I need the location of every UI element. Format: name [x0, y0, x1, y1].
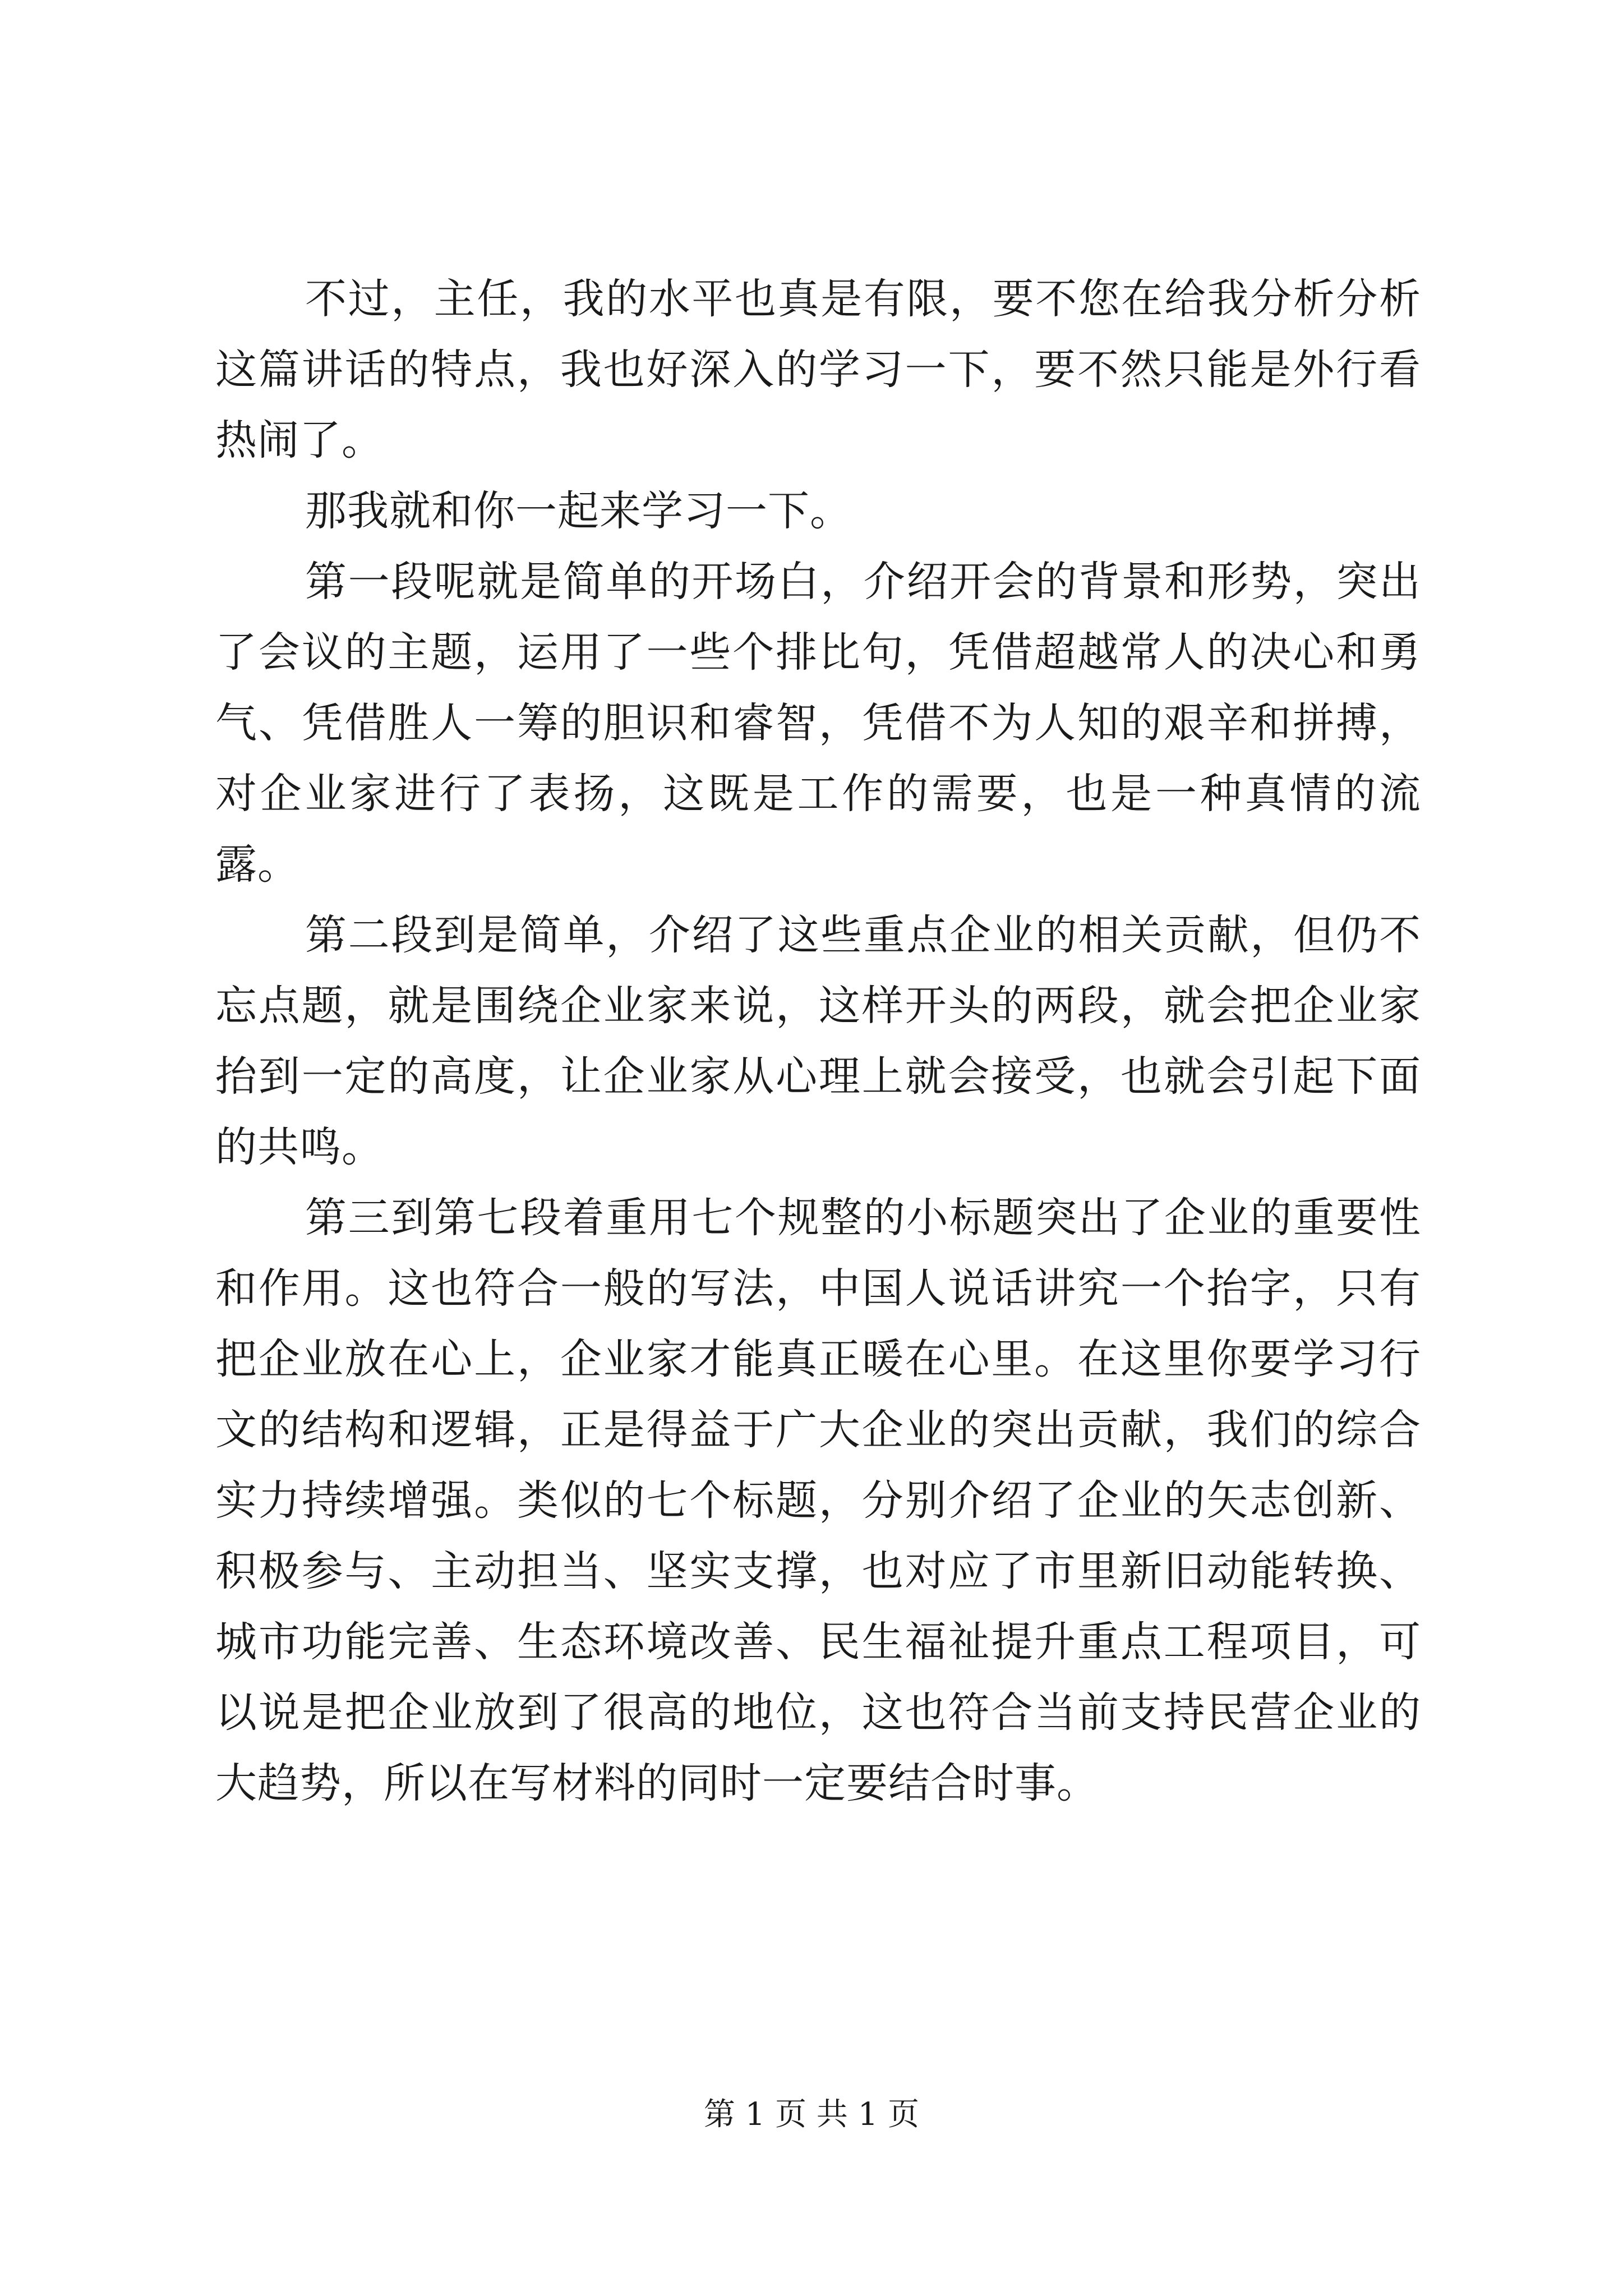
paragraph-4: 第二段到是简单，介绍了这些重点企业的相关贡献，但仍不忘点题，就是围绕企业家来说，这样开头的两段，就会把企业家抬到一定的高度，让企业家从心理上就会接受，也就会引起下面的共鸣。 [215, 911, 1421, 1171]
paragraph-5: 第三到第七段着重用七个规整的小标题突出了企业的重要性和作用。这也符合一般的写法，中国人说话讲究一个抬字，只有把企业放在心上，企业家才能真正暖在心里。在这里你要学习行文的结构和逻辑，正是得益于广大企业的突出贡献，我们的综合实力持续增强。类似的七个标题，分别介绍了企业的矢志创新、积极参与、主动担当、坚实支撑，也对应了市里新旧动能转换、城市功能完善、生态环境改善、民生福祉提升重点工程项目，可以说是把企业放到了很高的地位，这也符合当前支持民营企业的大趋势，所以在写材料的同时一定要结合时事。 [215, 1194, 1421, 1807]
document-body [215, 264, 1421, 1819]
paragraph-2: 那我就和你一起来学习一下。 [305, 487, 852, 535]
paragraph-1: 不过，主任，我的水平也真是有限，要不您在给我分析分析这篇讲话的特点，我也好深入的学习一下，要不然只能是外行看热闹了。 [215, 275, 1421, 464]
paragraph-3: 第一段呢就是简单的开场白，介绍开会的背景和形势，突出了会议的主题，运用了一些个排比句，凭借超越常人的决心和勇气、凭借胜人一筹的胆识和睿智，凭借不为人知的艰辛和拼搏，对企业家进行了表扬，这既是工作的需要，也是一种真情的流露。 [215, 558, 1421, 889]
page-number-footer: 第 1 页 共 1 页 [703, 2096, 920, 2133]
